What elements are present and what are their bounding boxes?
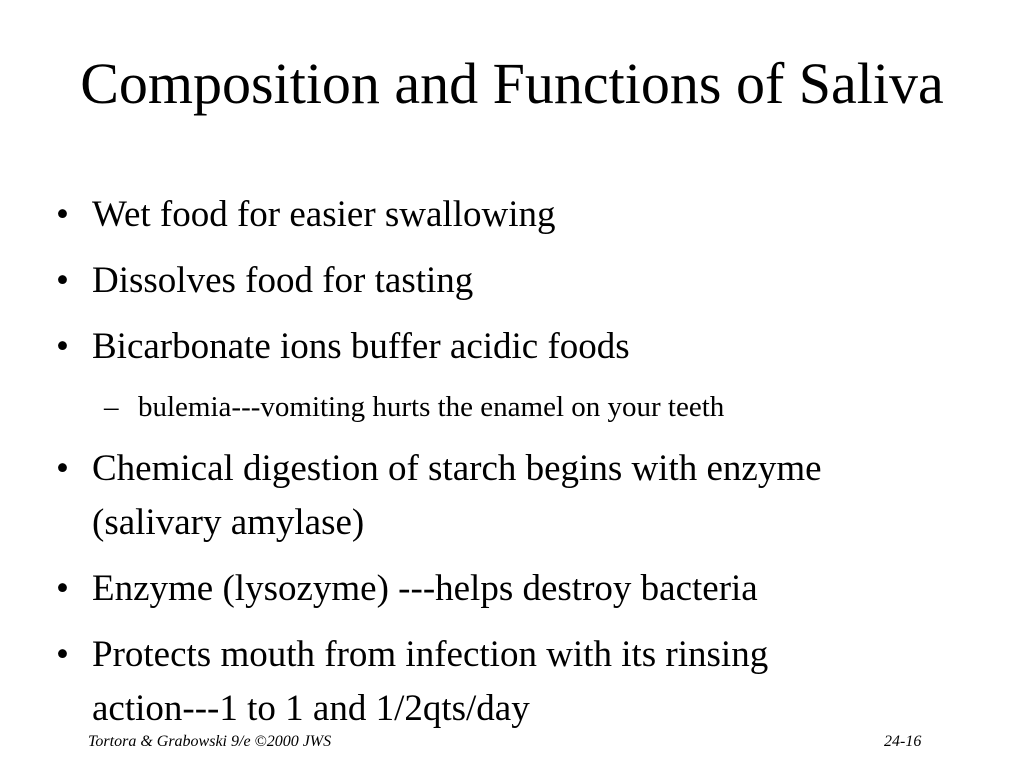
bullet-text: Bicarbonate ions buffer acidic foods [92,326,630,367]
bullet-text: Chemical digestion of starch begins with enzyme [92,448,822,489]
bullet-text: Dissolves food for tasting [92,260,474,301]
bullet-text: action---1 to 1 and 1/2qts/day [92,688,530,729]
bullet-marker: • [56,260,69,301]
bullet-text: Wet food for easier swallowing [92,194,556,235]
bullet-marker: • [56,568,69,609]
bullet-text: Protects mouth from infection with its rinsing [92,634,769,675]
slide-number: 24-16 [884,733,922,750]
slide-title: Composition and Functions of Saliva [80,51,944,116]
bullet-marker: • [56,194,69,235]
sub-bullet-marker: – [104,391,119,423]
bullet-marker: • [56,634,69,675]
bullet-text: Enzyme (lysozyme) ---helps destroy bacteria [92,568,758,609]
footer-citation: Tortora & Grabowski 9/e ©2000 JWS [88,733,332,750]
bullet-marker: • [56,448,69,489]
bullet-marker: • [56,326,69,367]
bullet-text: (salivary amylase) [92,502,365,543]
sub-bullet-text: bulemia---vomiting hurts the enamel on your teeth [138,391,725,423]
